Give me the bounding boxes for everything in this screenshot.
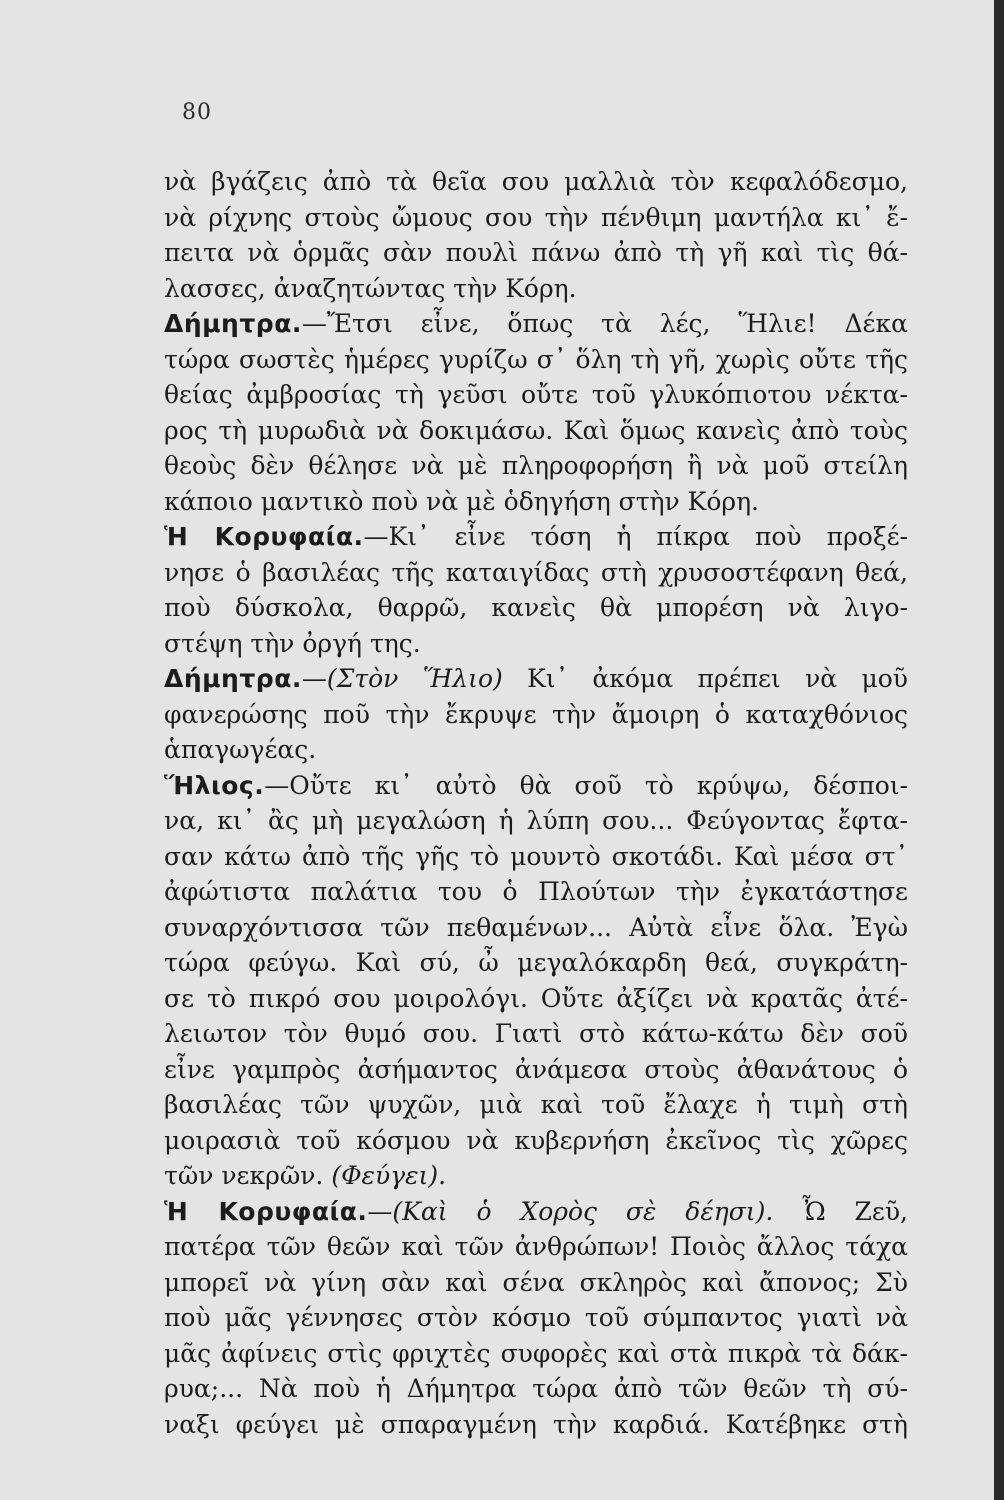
- text-line: [164, 945, 908, 981]
- speaker-name: Δήμητρα.: [164, 309, 302, 338]
- line-text: ποὺ μᾶς γέννησες στὸν κόσμο τοῦ σύμπαντος γιατὶ νὰ: [164, 1303, 908, 1332]
- line-text: —: [367, 1196, 393, 1226]
- line-text: να, κι᾿ ἂς μὴ μεγαλώση ἡ λύπη σου... Φεύγοντας ἔφτα-: [164, 806, 908, 835]
- text-line: [164, 235, 908, 271]
- text-line: [164, 1336, 908, 1372]
- line-text: ρος τὴ μυρωδιὰ νὰ δοκιμάσω. Καὶ ὅμως κανεὶς ἀπὸ τοὺς: [164, 415, 908, 445]
- text-line: [164, 1087, 908, 1123]
- text-line: [164, 342, 908, 378]
- text-line: [164, 981, 908, 1017]
- text-line: [164, 377, 908, 413]
- line-text: ποὺ δύσκολα, θαρρῶ, κανεὶς θὰ μπορέση νὰ λιγο-: [164, 593, 908, 622]
- line-text: σε τὸ πικρό σου μοιρολόγι. Οὔτε ἀξίζει νὰ κρατᾶς ἀτέ-: [164, 983, 908, 1013]
- text-line: [164, 448, 908, 484]
- page-number: 80: [182, 100, 212, 125]
- text-line: [164, 519, 908, 555]
- line-text: τῶν νεκρῶν.: [164, 1161, 332, 1190]
- text-line: [164, 803, 908, 839]
- line-text: —Οὔτε κι᾿ αὐτὸ θὰ σοῦ τὸ κρύψω, δέσποι-: [264, 770, 908, 800]
- text-line: [164, 874, 908, 910]
- text-line: [164, 484, 908, 520]
- stage-direction: (Στὸν Ἥλιο): [326, 664, 503, 693]
- speaker-name: Ἡ Κορυφαία.: [164, 522, 364, 551]
- line-text: ἁπαγωγέας.: [164, 735, 317, 764]
- line-text: —Κι᾿ εἶνε τόση ἡ πίκρα ποὺ προξέ-: [363, 522, 909, 551]
- line-text: πατέρα τῶν θεῶν καὶ τῶν ἀνθρώπων! Ποιὸς ἄλλος τάχα: [164, 1232, 908, 1261]
- line-text: τώρα φεύγω. Καὶ σύ, ὦ μεγαλόκαρδη θεά, συγκράτη-: [164, 948, 908, 977]
- text-line: [164, 1194, 908, 1230]
- text-line: [164, 1016, 908, 1052]
- text-line: [164, 768, 908, 804]
- line-text: νὰ βγάζεις ἀπὸ τὰ θεῖα σου μαλλιὰ τὸν κεφαλόδεσμο,: [164, 167, 908, 196]
- line-text: μᾶς ἀφίνεις στὶς φριχτὲς συφορὲς καὶ στὰ πικρὰ τὰ δάκ-: [164, 1338, 908, 1368]
- text-line: [164, 1300, 908, 1336]
- line-text: ναξι φεύγει μὲ σπαραγμένη τὴν καρδιά. Κατέβηκε στὴ: [164, 1409, 908, 1439]
- stage-direction: (Καὶ ὁ Χορὸς σὲ δέησι).: [392, 1196, 774, 1226]
- line-text: πειτα νὰ ὁρμᾶς σὰν πουλὶ πάνω ἀπὸ τὴ γῆ καὶ τὶς θά-: [164, 238, 908, 267]
- line-text: —Ἔτσι εἶνε, ὅπως τὰ λές, Ἥλιε! Δέκα: [301, 309, 908, 338]
- text-line: [164, 590, 908, 626]
- line-text: μοιρασιὰ τοῦ κόσμου νὰ κυβερνήση ἐκεῖνος τὶς χῶρες: [164, 1125, 908, 1155]
- line-text: ρυα;... Νὰ ποὺ ἡ Δήμητρα τώρα ἀπὸ τῶν θεῶν τὴ σύ-: [164, 1374, 908, 1403]
- line-text: τώρα σωστὲς ἡμέρες γυρίζω σ᾿ ὅλη τὴ γῆ, χωρὶς οὔτε τῆς: [164, 344, 908, 374]
- text-line: [164, 1123, 908, 1159]
- line-text: σαν κάτω ἀπὸ τῆς γῆς τὸ μουντὸ σκοτάδι. Καὶ μέσα στ᾿: [164, 841, 908, 871]
- text-line: [164, 1265, 908, 1301]
- speaker-name: Δήμητρα.: [164, 664, 302, 693]
- text-line: [164, 1407, 908, 1443]
- line-text: βασιλέας τῶν ψυχῶν, μιὰ καὶ τοῦ ἔλαχε ἡ τιμὴ στὴ: [164, 1090, 908, 1119]
- line-text: θεοὺς δὲν θέλησε νὰ μὲ πληροφορήση ἢ νὰ μοῦ στείλη: [164, 451, 908, 480]
- text-line: [164, 1229, 908, 1265]
- text-line: [164, 910, 908, 946]
- line-text: κάποιο μαντικὸ ποὺ νὰ μὲ ὁδηγήση στὴν Κόρη.: [164, 486, 759, 516]
- speaker-name: Ἥλιος.: [164, 770, 265, 800]
- text-block: [164, 164, 908, 1442]
- line-text: μπορεῖ νὰ γίνη σὰν καὶ σένα σκληρὸς καὶ ἄπονος; Σὺ: [164, 1267, 908, 1297]
- line-text: φανερώσης ποῦ τὴν ἔκρυψε τὴν ἄμοιρη ὁ καταχθόνιος: [164, 699, 908, 729]
- line-text: λασσες, ἀναζητώντας τὴν Κόρη.: [164, 273, 577, 303]
- text-line: [164, 1052, 908, 1088]
- line-text: στέψη τὴν ὀργή της.: [164, 628, 421, 658]
- text-line: [164, 200, 908, 236]
- text-line: [164, 555, 908, 591]
- speaker-name: Ἡ Κορυφαία.: [164, 1196, 368, 1226]
- text-line: [164, 697, 908, 733]
- line-text: ἀφώτιστα παλάτια του ὁ Πλούτων τὴν ἐγκατάστησε: [164, 877, 908, 906]
- line-text: νησε ὁ βασιλέας τῆς καταιγίδας στὴ χρυσοστέφανη θεά,: [164, 557, 908, 587]
- text-line: [164, 1158, 908, 1194]
- line-text: Ὦ Ζεῦ,: [773, 1196, 909, 1226]
- line-text: —: [301, 664, 327, 693]
- text-line: [164, 839, 908, 875]
- line-text: θείας ἀμβροσίας τὴ γεῦσι οὔτε τοῦ γλυκόπιοτου νέκτα-: [164, 380, 908, 409]
- line-text: λειωτον τὸν θυμό σου. Γιατὶ στὸ κάτω-κάτω δὲν σοῦ: [164, 1019, 908, 1048]
- text-line: [164, 164, 908, 200]
- text-line: [164, 732, 908, 768]
- text-line: [164, 271, 908, 307]
- page-edge: [994, 0, 1004, 1500]
- line-text: Κι᾿ ἀκόμα πρέπει νὰ μοῦ: [502, 664, 908, 693]
- line-text: νὰ ρίχνης στοὺς ὤμους σου τὴν πένθιμη μαντήλα κι᾿ ἔ-: [164, 202, 908, 232]
- text-line: [164, 306, 908, 342]
- line-text: εἶνε γαμπρὸς ἀσήμαντος ἀνάμεσα στοὺς ἀθανάτους ὁ: [164, 1054, 908, 1084]
- stage-direction: (Φεύγει).: [331, 1161, 447, 1190]
- text-line: [164, 1371, 908, 1407]
- text-line: [164, 413, 908, 449]
- text-line: [164, 626, 908, 662]
- line-text: συναρχόντισσα τῶν πεθαμένων... Αὐτὰ εἶνε ὅλα. Ἐγὼ: [164, 912, 908, 942]
- text-line: [164, 661, 908, 697]
